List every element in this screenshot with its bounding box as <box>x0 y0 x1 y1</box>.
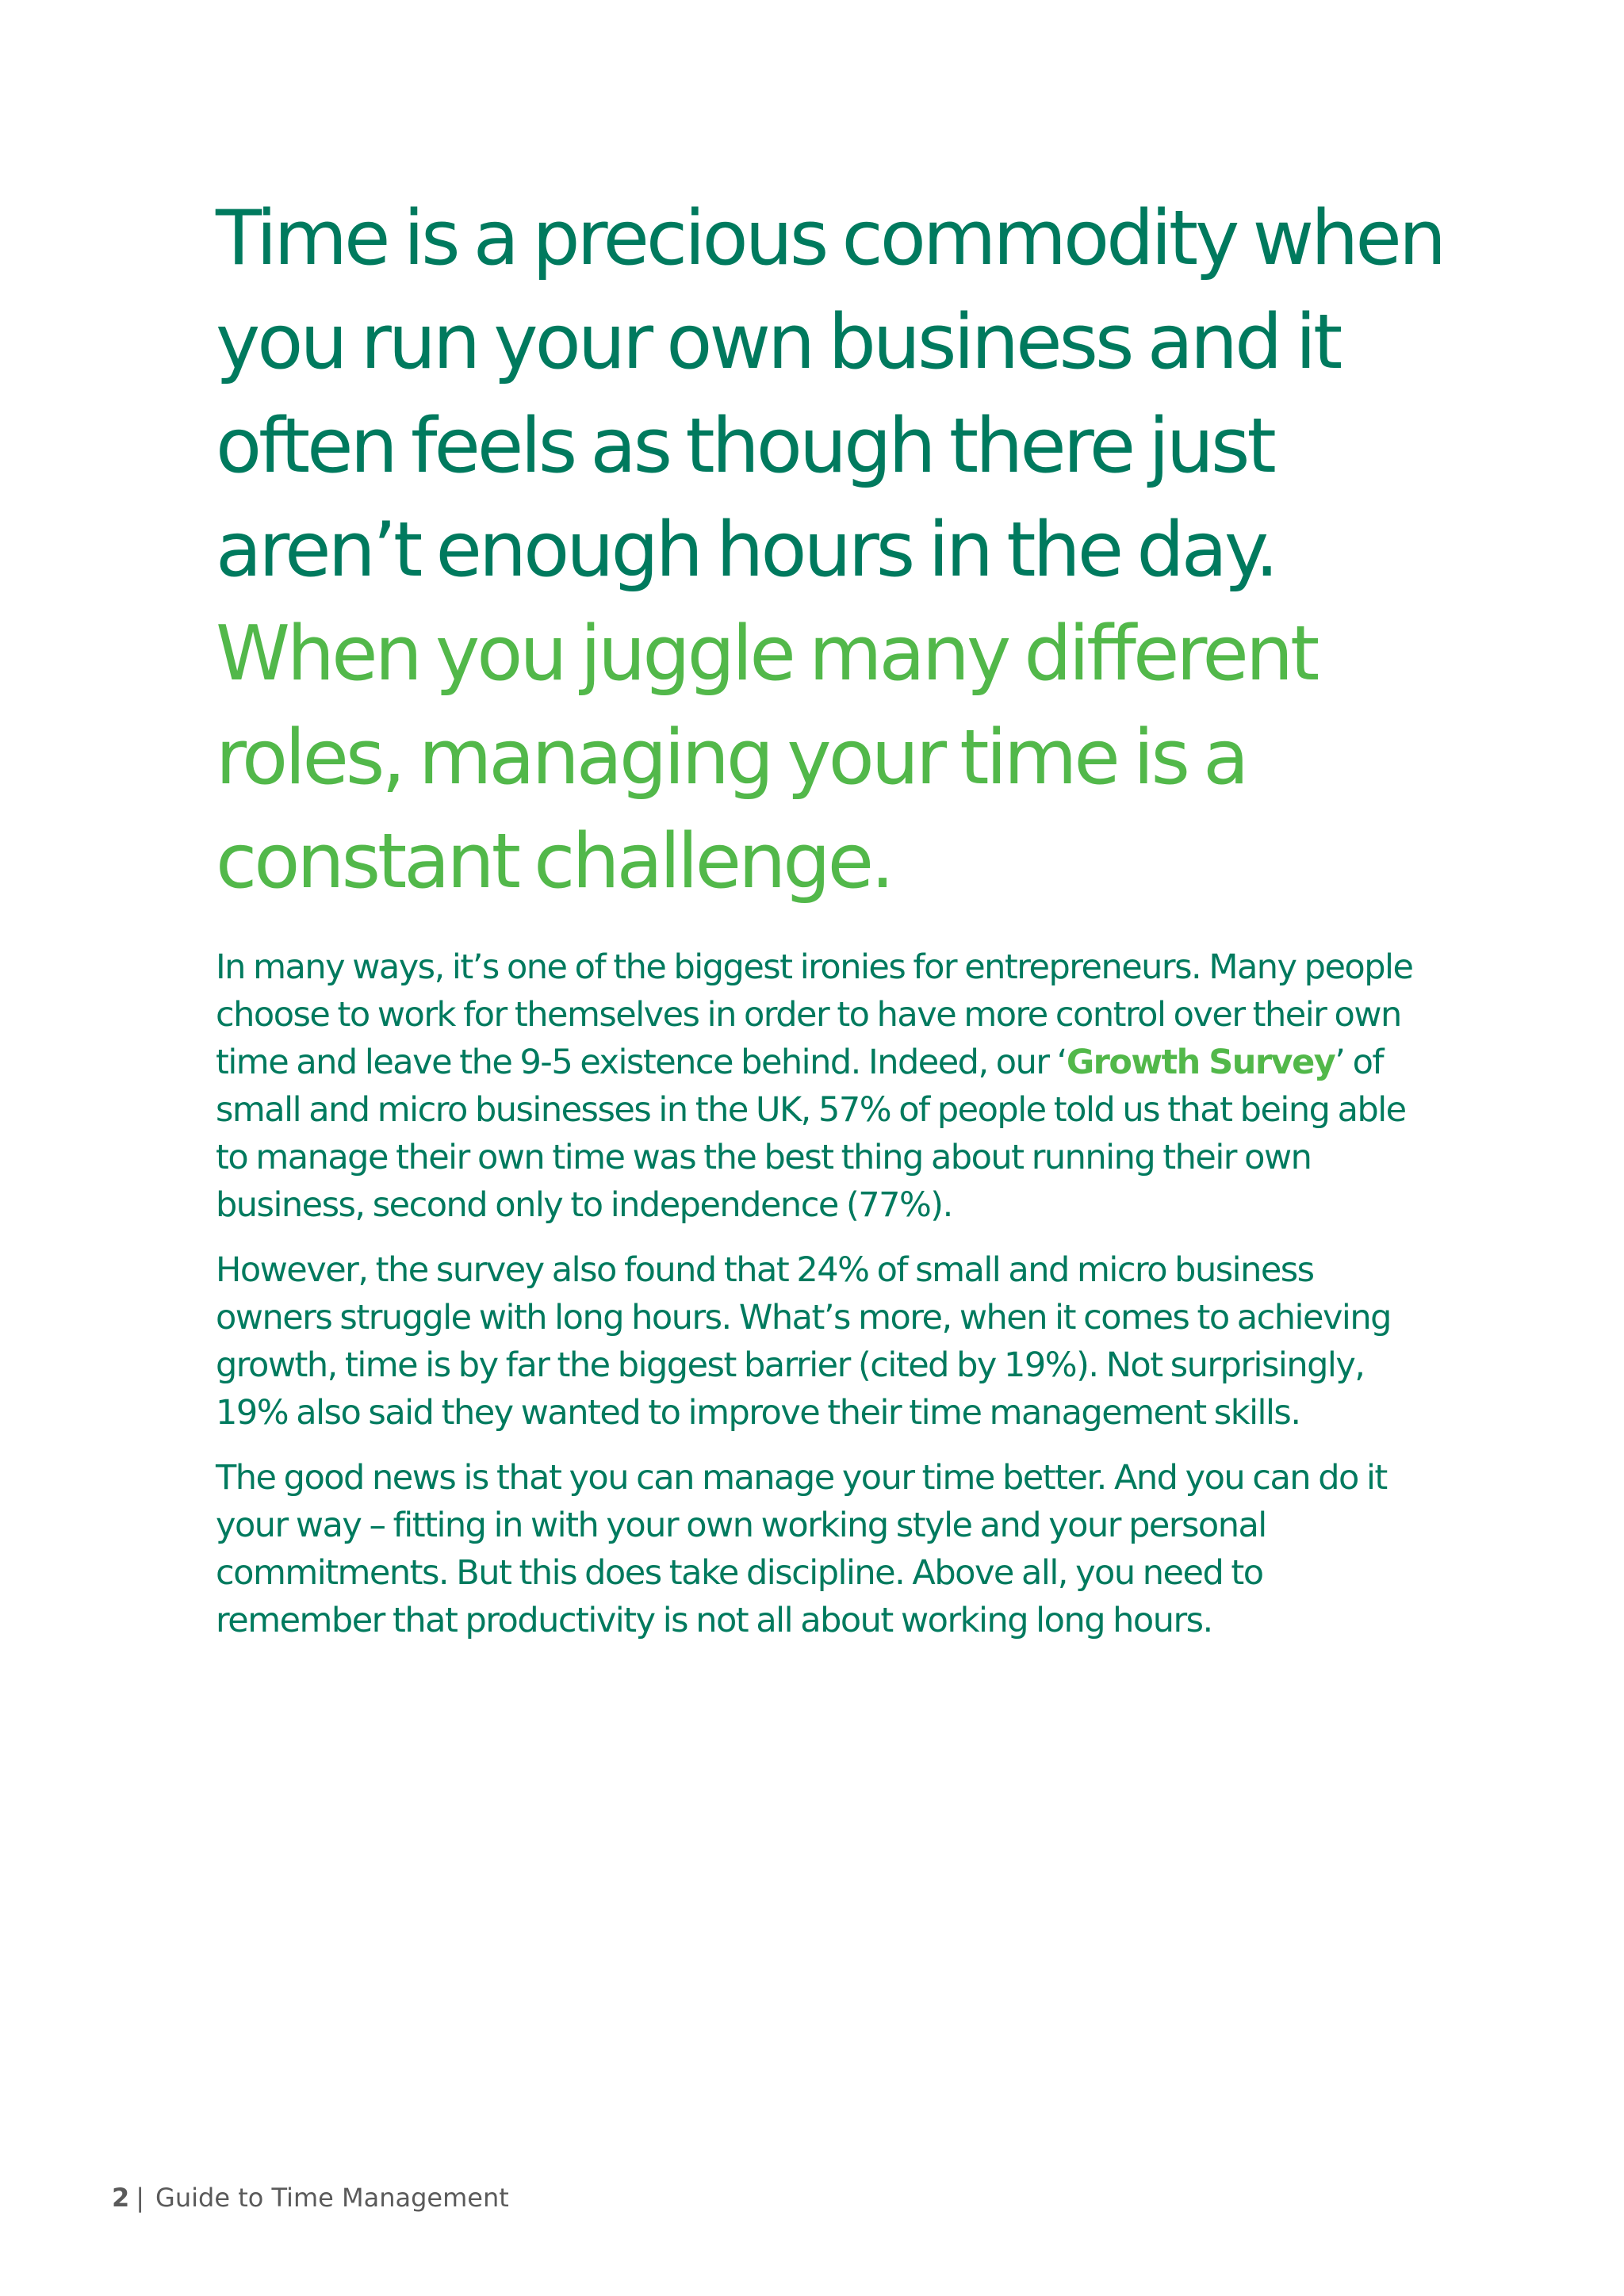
footer-separator: | <box>136 2183 145 2213</box>
body-text <box>216 943 1437 1662</box>
paragraph-1-end: ’ of small and micro businesses in the UK, 57% of people told us that being able to manage their own time was the best thing about running their own business, second only to independence (77%). <box>216 1043 1406 1225</box>
document-title: Guide to Time Management <box>155 2183 509 2213</box>
headline-primary: Time is a precious commodity when you run your own business and it often feels as though there just aren’t enough hours in the day. <box>216 195 1444 594</box>
growth-survey-highlight: Growth Survey <box>1066 1043 1335 1082</box>
page-number: 2 <box>112 2183 130 2213</box>
headline-secondary: When you juggle many different roles, managing your time is a constant challenge. <box>216 610 1317 905</box>
paragraph-1 <box>216 943 1437 1229</box>
paragraph-1-start: In many ways, it’s one of the biggest ironies for entrepreneurs. Many people choose to work for themselves in order to have more control over their own time and leave the 9-5 existence behind. Indeed, our ‘ <box>216 947 1413 1082</box>
paragraph-3: The good news is that you can manage your time better. And you can do it your way – fitting in with your own working style and your personal commitments. But this does take discipline. Above all, you need to remember that productivity is not all about working long hours. <box>216 1458 1387 1640</box>
page-footer <box>112 2182 509 2214</box>
page-headline <box>216 187 1453 914</box>
paragraph-2: However, the survey also found that 24% of small and micro business owners struggle with long hours. What’s more, when it comes to achieving growth, time is by far the biggest barrier (cited by 19%). Not surprisingly, 19% also said they wanted to improve their time management skills. <box>216 1250 1391 1433</box>
